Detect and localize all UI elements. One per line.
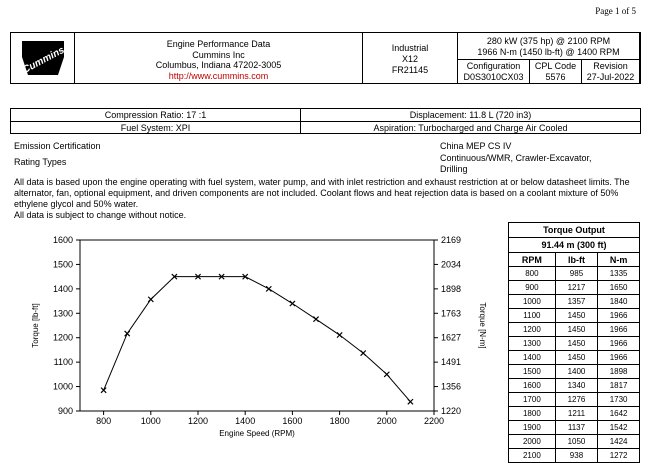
notes-disclaimer: All data is subject to change without notice. bbox=[14, 210, 187, 220]
model: X12 bbox=[401, 54, 418, 64]
table-cell: 1211 bbox=[555, 407, 597, 421]
table-cell: 985 bbox=[555, 267, 597, 281]
y-axis-label: Torque [lb-ft] bbox=[31, 303, 40, 348]
logo-cell bbox=[11, 33, 75, 83]
table-cell: 1450 bbox=[555, 309, 597, 323]
x-tick-label: 1000 bbox=[140, 416, 161, 426]
x-tick-label: 1800 bbox=[329, 416, 350, 426]
col-header-rpm: RPM bbox=[509, 253, 555, 267]
table-row bbox=[509, 365, 639, 379]
fuel-system: Fuel System: XPI bbox=[11, 122, 301, 134]
x-tick-label: 2200 bbox=[423, 416, 445, 426]
spec-box bbox=[10, 108, 641, 134]
doc-title: Engine Performance Data bbox=[166, 39, 271, 49]
data-point bbox=[101, 388, 106, 393]
table-row bbox=[509, 435, 639, 449]
table-cell: 1400 bbox=[509, 351, 555, 365]
y-tick-label: 1100 bbox=[53, 357, 73, 368]
data-point bbox=[361, 351, 366, 356]
torque-line bbox=[104, 277, 411, 402]
table-cell: 1966 bbox=[598, 351, 639, 365]
y-tick-label: 1500 bbox=[52, 259, 73, 270]
rating-value bbox=[440, 153, 592, 175]
data-point bbox=[313, 317, 318, 322]
notes-paragraph: All data is based upon the engine operating with fuel system, water pump, and with inlet restriction and exhaust restriction at or below datasheet limits. The alternator, fan, optional equipment, and driven components are not included. Coolant flows and heat rejection data is based on a coolant mixture of 50% ethylene glycol and 50% water. bbox=[14, 177, 630, 209]
torque-chart bbox=[0, 228, 500, 450]
emission-label: Emission Certification bbox=[14, 141, 101, 151]
table-cell: 1137 bbox=[555, 421, 597, 435]
company-url[interactable]: http://www.cummins.com bbox=[168, 70, 269, 81]
displacement: Displacement: 11.8 L (720 in3) bbox=[409, 110, 532, 120]
table-cell: 1600 bbox=[509, 379, 555, 393]
category: Industrial bbox=[391, 43, 429, 53]
spec-row-2 bbox=[11, 121, 640, 134]
table-cell: 1450 bbox=[555, 337, 597, 351]
cpl-label: CPL Code bbox=[534, 61, 577, 71]
revision-label: Revision bbox=[593, 61, 628, 71]
table-cell: 1642 bbox=[598, 407, 639, 421]
power-rating: 280 kW (375 hp) @ 2100 RPM bbox=[486, 36, 611, 46]
table-cell: 1000 bbox=[509, 295, 555, 309]
y-tick-label: 1000 bbox=[52, 381, 73, 392]
y2-tick-label: 1220 bbox=[441, 406, 462, 416]
rating-summary bbox=[458, 33, 639, 60]
table-cell: 1650 bbox=[598, 281, 639, 295]
revision-value: 27-Jul-2022 bbox=[586, 72, 635, 82]
table-cell: 1542 bbox=[598, 421, 639, 435]
table-row bbox=[509, 421, 639, 435]
table-cell: 800 bbox=[509, 267, 555, 281]
x-tick-label: 1600 bbox=[282, 416, 303, 426]
y-tick-label: 1200 bbox=[52, 332, 73, 343]
data-point bbox=[408, 399, 413, 404]
cpl-cell bbox=[530, 60, 582, 83]
table-cell: 1966 bbox=[598, 337, 639, 351]
table-row bbox=[509, 323, 639, 337]
configuration-cell bbox=[458, 60, 530, 83]
table-cell: 1500 bbox=[509, 365, 555, 379]
col-header-nm: N-m bbox=[598, 253, 639, 267]
aspiration: Aspiration: Turbocharged and Charge Air Cooled bbox=[373, 123, 568, 133]
table-row bbox=[509, 379, 639, 393]
spec-row-1 bbox=[11, 109, 640, 121]
table-cell: 1800 bbox=[509, 407, 555, 421]
data-point bbox=[125, 331, 130, 336]
page-number: Page 1 of 5 bbox=[595, 6, 636, 16]
y2-tick-label: 1898 bbox=[441, 283, 462, 294]
torque-table-grid bbox=[509, 253, 639, 462]
table-row bbox=[509, 393, 639, 407]
table-cell: 1050 bbox=[555, 435, 597, 449]
table-row bbox=[509, 337, 639, 351]
x-tick-label: 1200 bbox=[187, 416, 209, 426]
configuration-value: D0S3010CX03 bbox=[463, 72, 524, 82]
y2-tick-label: 1627 bbox=[441, 332, 462, 343]
table-cell: 1730 bbox=[598, 393, 639, 407]
table-cell: 900 bbox=[509, 281, 555, 295]
table-cell: 1450 bbox=[555, 351, 597, 365]
cpl-value: 5576 bbox=[545, 72, 566, 82]
logo-text: Cummins bbox=[20, 44, 66, 76]
y2-tick-label: 1491 bbox=[441, 357, 462, 368]
x-tick-label: 800 bbox=[96, 416, 112, 426]
table-cell: 1100 bbox=[509, 309, 555, 323]
y-tick-label: 1400 bbox=[52, 283, 73, 294]
table-cell: 1400 bbox=[555, 365, 597, 379]
table-cell: 1898 bbox=[598, 365, 639, 379]
x-tick-label: 1400 bbox=[235, 416, 256, 426]
table-cell: 1335 bbox=[598, 267, 639, 281]
data-point bbox=[266, 286, 271, 291]
table-cell: 1966 bbox=[598, 309, 639, 323]
config-row bbox=[458, 60, 639, 83]
notes bbox=[14, 177, 640, 221]
revision-cell bbox=[582, 60, 639, 83]
table-cell: 1272 bbox=[598, 449, 639, 463]
y2-tick-label: 2169 bbox=[441, 235, 462, 245]
torque-table-title: Torque Output bbox=[509, 223, 639, 238]
table-cell: 1300 bbox=[509, 337, 555, 351]
table-cell: 1817 bbox=[598, 379, 639, 393]
emission-value: China MEP CS IV bbox=[440, 141, 512, 151]
table-row bbox=[509, 449, 639, 463]
table-row bbox=[509, 351, 639, 365]
rating-value-line-2: Drilling bbox=[440, 164, 468, 174]
model-cell bbox=[363, 33, 458, 83]
torque-table bbox=[508, 222, 640, 463]
y-tick-label: 1300 bbox=[52, 308, 73, 319]
rating-value-line-1: Continuous/WMR, Crawler-Excavator, bbox=[440, 153, 592, 163]
table-cell: 1340 bbox=[555, 379, 597, 393]
torque-table-subtitle: 91.44 m (300 ft) bbox=[509, 238, 639, 253]
table-cell: 1424 bbox=[598, 435, 639, 449]
x-tick-label: 2000 bbox=[376, 416, 397, 426]
table-cell: 1966 bbox=[598, 323, 639, 337]
cummins-logo bbox=[20, 37, 66, 79]
table-cell: 2100 bbox=[509, 449, 555, 463]
company-name: Cummins Inc bbox=[192, 49, 245, 60]
table-row bbox=[509, 407, 639, 421]
table-row bbox=[509, 309, 639, 323]
configuration-label: Configuration bbox=[466, 61, 521, 71]
table-row bbox=[509, 295, 639, 309]
table-cell: 1840 bbox=[598, 295, 639, 309]
compression-ratio: Compression Ratio: 17 :1 bbox=[11, 109, 301, 121]
table-cell: 1276 bbox=[555, 393, 597, 407]
data-point bbox=[148, 297, 153, 302]
table-cell: 1217 bbox=[555, 281, 597, 295]
y2-tick-label: 1763 bbox=[441, 308, 462, 319]
table-cell: 2000 bbox=[509, 435, 555, 449]
data-point bbox=[290, 301, 295, 306]
rating-label: Rating Types bbox=[14, 157, 67, 167]
y2-tick-label: 2034 bbox=[441, 259, 462, 270]
x-axis-label: Engine Speed (RPM) bbox=[219, 429, 295, 438]
data-point bbox=[337, 332, 342, 337]
table-cell: 1700 bbox=[509, 393, 555, 407]
data-point bbox=[384, 372, 389, 377]
header-box bbox=[10, 32, 641, 84]
y2-tick-label: 1356 bbox=[441, 381, 462, 392]
peak-torque: 1966 N-m (1450 lb-ft) @ 1400 RPM bbox=[477, 47, 620, 57]
table-row bbox=[509, 281, 639, 295]
company-address: Columbus, Indiana 47202-3005 bbox=[155, 60, 282, 70]
y2-axis-label: Torque [N-m] bbox=[478, 302, 487, 349]
table-row bbox=[509, 267, 639, 281]
table-cell: 938 bbox=[555, 449, 597, 463]
y-tick-label: 900 bbox=[57, 406, 73, 416]
table-cell: 1200 bbox=[509, 323, 555, 337]
y-tick-label: 1600 bbox=[52, 235, 73, 245]
col-header-lbft: lb-ft bbox=[555, 253, 597, 267]
performance-cell bbox=[458, 33, 640, 83]
address-cell bbox=[75, 33, 363, 83]
table-cell: 1900 bbox=[509, 421, 555, 435]
fr-number: FR21145 bbox=[391, 65, 429, 75]
table-cell: 1357 bbox=[555, 295, 597, 309]
table-cell: 1450 bbox=[555, 323, 597, 337]
